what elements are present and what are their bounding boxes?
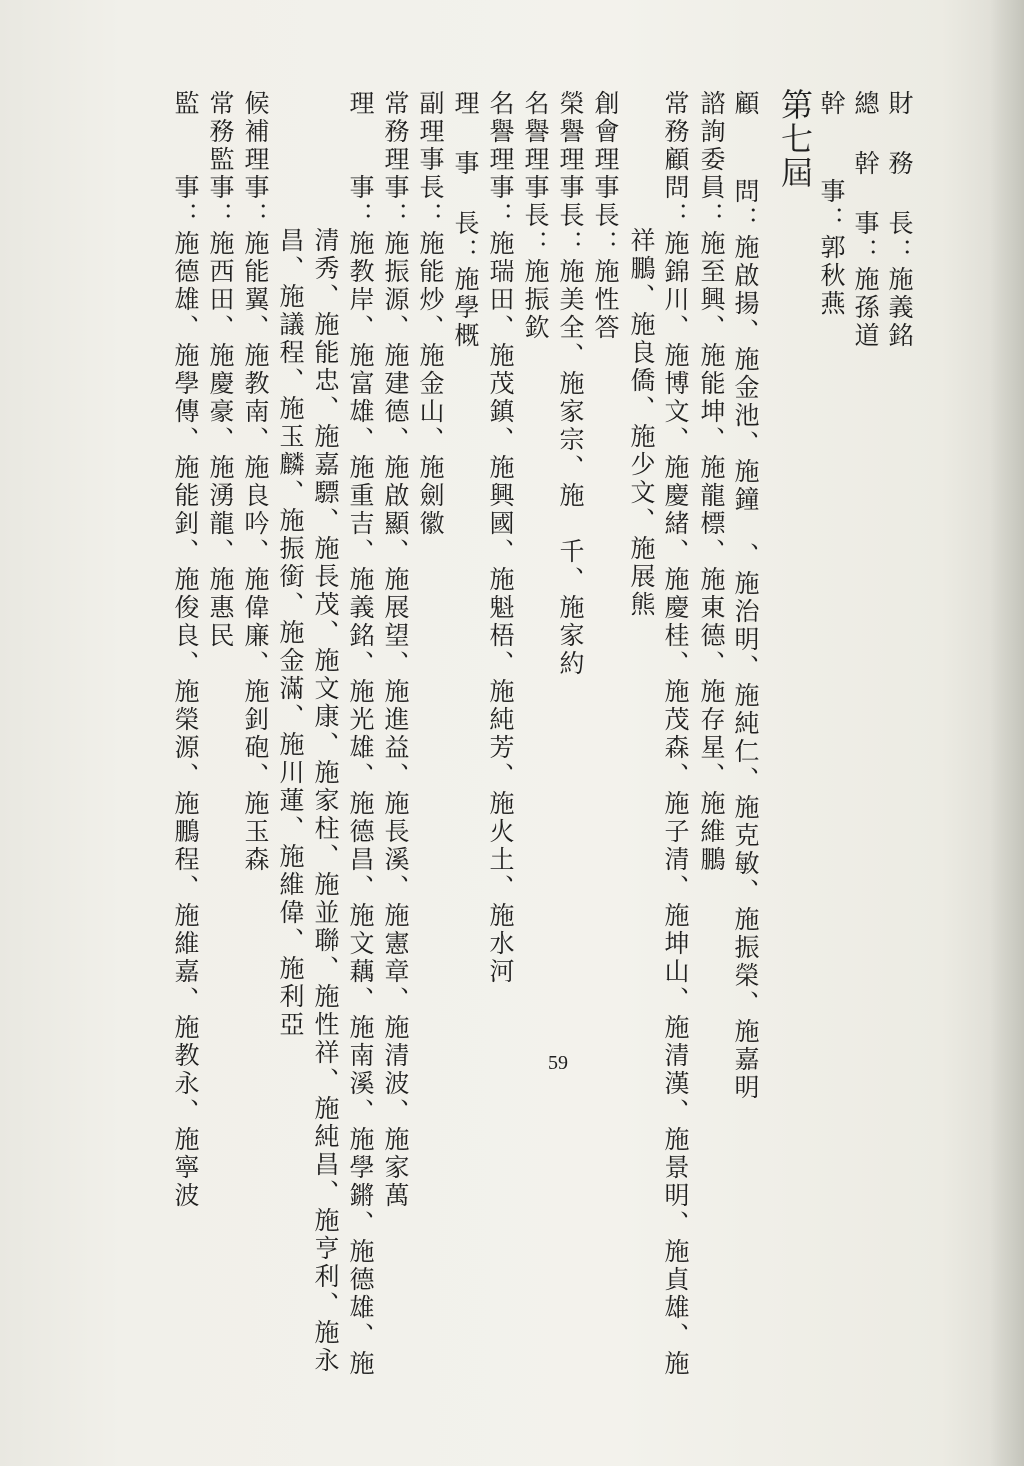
text-column-19 (203, 90, 237, 650)
column-label: 理 事 長： (451, 90, 480, 266)
column-value: 施錦川、施博文、施慶緒、施慶桂、施茂森、施子清、施坤山、施清漢、施景明、施貞雄、施 (661, 230, 690, 1378)
column-label: 榮譽理事長： (556, 90, 585, 258)
page-number: 59 (548, 1052, 568, 1074)
text-column-5 (694, 90, 728, 874)
section-heading: 第七屆 (776, 88, 814, 190)
column-value: 施美全、施家宗、施 千、施家約 (556, 258, 585, 678)
column-label: 創會理事長： (591, 90, 620, 258)
text-column-3 (814, 90, 848, 318)
column-value: 施能炒、施金山、施劍徽 (416, 230, 445, 538)
text-column-8 (588, 90, 622, 342)
column-label: 財 務 長： (885, 90, 914, 266)
column-value: 施啟揚、施金池、施鐘 、施治明、施純仁、施克敏、施振榮、施嘉明 (731, 234, 760, 1102)
text-column-17 (273, 227, 307, 1039)
column-value: 祥鵬、施良僑、施少文、施展熊 (627, 227, 656, 619)
text-column-14 (378, 90, 412, 1210)
column-value: 施德雄、施學傳、施能釗、施俊良、施榮源、施鵬程、施維嘉、施教永、施寧波 (171, 230, 200, 1210)
column-label: 諮詢委員： (697, 90, 726, 230)
column-value: 施能翼、施教南、施良吟、施偉廉、施釗砲、施玉森 (241, 230, 270, 874)
column-value: 清秀、施能忠、施嘉驃、施長茂、施文康、施家柱、施並聯、施性祥、施純昌、施亨利、施永 (311, 227, 340, 1375)
column-label: 候補理事： (241, 90, 270, 230)
text-column-9 (553, 90, 587, 678)
text-column-4 (728, 90, 762, 1102)
column-label: 副理事長： (416, 90, 445, 230)
column-value: 施至興、施能坤、施龍標、施東德、施存星、施維鵬 (697, 230, 726, 874)
column-value: 施西田、施慶豪、施湧龍、施惠民 (206, 230, 235, 650)
column-value: 昌、施議程、施玉麟、施振銜、施金滿、施川蓮、施維偉、施利亞 (276, 227, 305, 1039)
column-label: 常務顧問： (661, 90, 690, 230)
text-column-2 (848, 90, 882, 350)
column-value: 施瑞田、施茂鎮、施興國、施魁梧、施純芳、施火土、施水河 (486, 230, 515, 986)
column-label: 名譽理事長： (521, 90, 550, 258)
column-value: 施孫道 (851, 266, 880, 350)
column-label: 名譽理事： (486, 90, 515, 230)
column-label: 常務理事： (381, 90, 410, 230)
text-column-15 (343, 90, 377, 1378)
column-value: 施義銘 (885, 266, 914, 350)
page-edge-shadow (990, 0, 1024, 1466)
column-value: 施教岸、施富雄、施重吉、施義銘、施光雄、施德昌、施文藕、施南溪、施學鏘、施德雄、施 (346, 230, 375, 1378)
column-label: 監 事： (171, 90, 200, 230)
text-column-12 (448, 90, 482, 350)
text-column-1 (882, 90, 916, 350)
text-column-16 (308, 227, 342, 1375)
text-column-20 (168, 90, 202, 1210)
text-column-6 (658, 90, 692, 1378)
text-column-18 (238, 90, 272, 874)
column-label: 幹 事： (817, 90, 846, 234)
text-column-7 (624, 227, 658, 619)
column-value: 施振源、施建德、施啟顯、施展望、施進益、施長溪、施憲章、施清波、施家萬 (381, 230, 410, 1210)
column-value: 施振欽 (521, 258, 550, 342)
column-value: 郭秋燕 (817, 234, 846, 318)
column-value: 施學概 (451, 266, 480, 350)
column-label: 常務監事： (206, 90, 235, 230)
column-label: 顧 問： (731, 90, 760, 234)
text-column-13 (413, 90, 447, 538)
column-label: 理 事： (346, 90, 375, 230)
text-column-11 (483, 90, 517, 986)
column-label: 總 幹 事： (851, 90, 880, 266)
text-column-10 (518, 90, 552, 342)
column-value: 施性答 (591, 258, 620, 342)
